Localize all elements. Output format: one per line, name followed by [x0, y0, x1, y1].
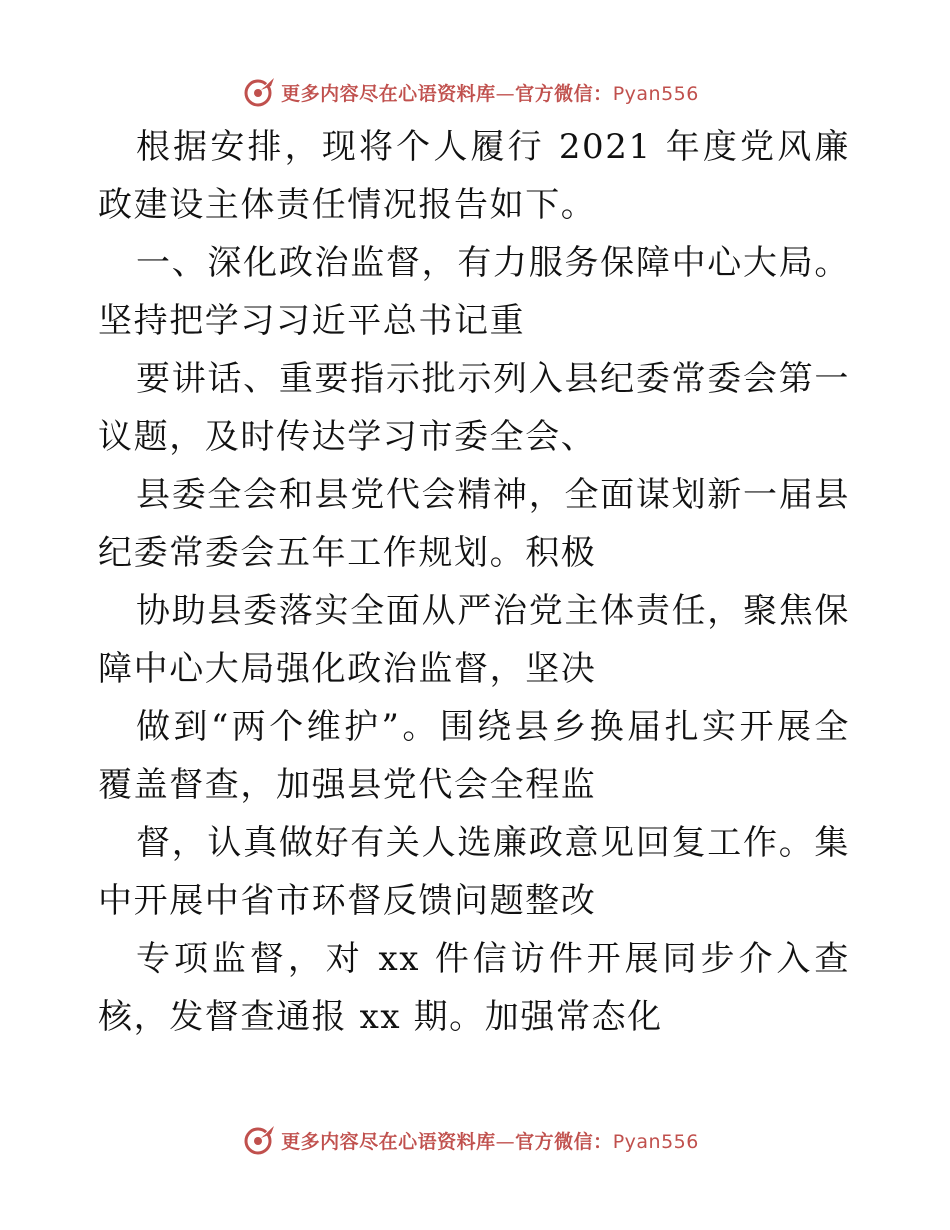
watermark-text: 更多内容尽在心语资料库 — [281, 82, 496, 105]
paragraph: 督，认真做好有关人选廉政意见回复工作。集中开展中省市环督反馈问题整改 — [98, 823, 850, 921]
document-body — [98, 118, 850, 1046]
paragraph: 根据安排，现将个人履行 2021 年度党风廉政建设主体责任情况报告如下。 — [98, 127, 850, 225]
watermark-label: 官方微信： — [515, 82, 613, 105]
paragraph: 专项监督，对 xx 件信访件开展同步介入查核，发督查通报 xx 期。加强常态化 — [98, 939, 850, 1037]
watermark-dash: — — [495, 82, 516, 105]
quill-logo-icon — [243, 1123, 277, 1157]
paragraph: 要讲话、重要指示批示列入县纪委常委会第一议题，及时传达学习市委全会、 — [98, 359, 850, 457]
paragraph: 一、深化政治监督，有力服务保障中心大局。坚持把学习习近平总书记重 — [98, 243, 850, 341]
watermark-id: Pyan556 — [612, 1130, 699, 1153]
paragraph: 做到“两个维护”。围绕县乡换届扎实开展全覆盖督查，加强县党代会全程监 — [98, 707, 850, 805]
paragraph: 协助县委落实全面从严治党主体责任，聚焦保障中心大局强化政治监督，坚决 — [98, 591, 850, 689]
watermark-text: 更多内容尽在心语资料库 — [281, 1130, 496, 1153]
paragraph: 县委全会和县党代会精神，全面谋划新一届县纪委常委会五年工作规划。积极 — [98, 475, 850, 573]
watermark-dash: — — [495, 1130, 516, 1153]
footer-watermark — [0, 1120, 950, 1160]
header-watermark — [0, 72, 950, 112]
watermark-label: 官方微信： — [515, 1130, 613, 1153]
quill-logo-icon — [243, 75, 277, 109]
watermark-id: Pyan556 — [612, 82, 699, 105]
